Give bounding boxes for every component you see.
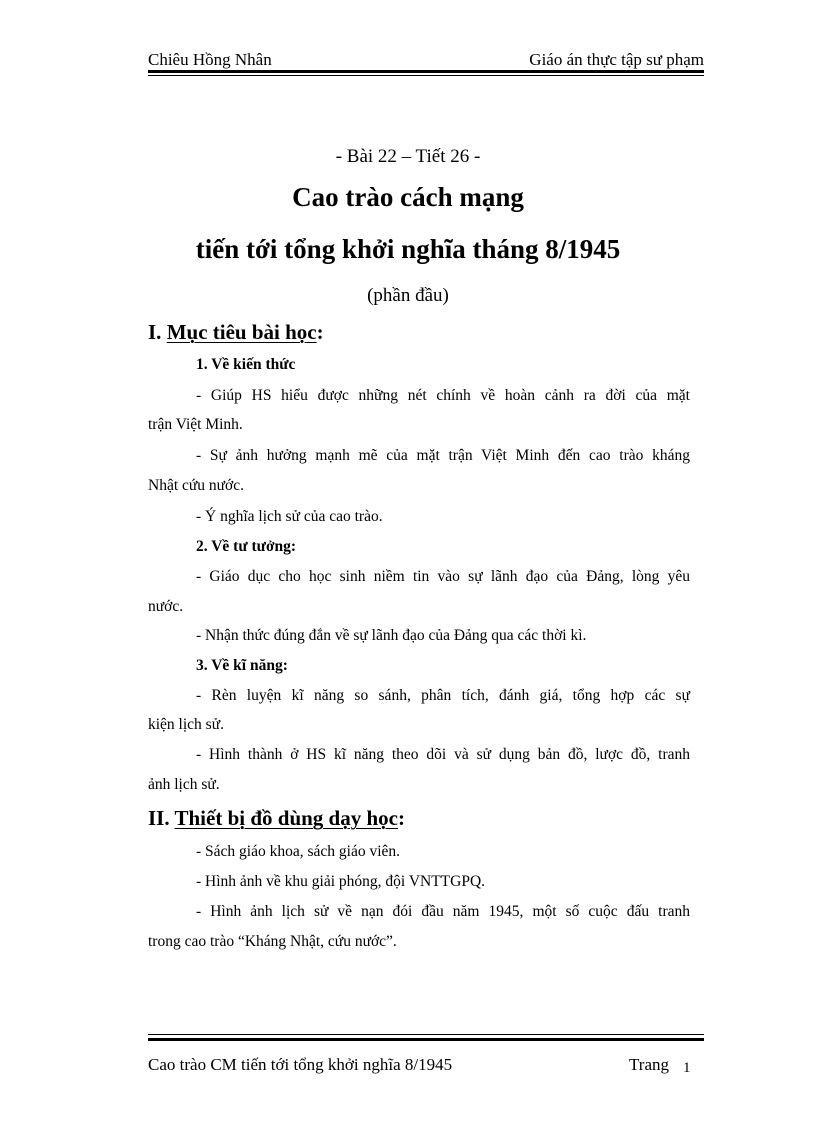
sub1-p2-line1: - Sự ảnh hưởng mạnh mẽ của mặt trận Việt Minh đến cao trào kháng (196, 447, 690, 464)
lesson-title-line2: tiến tới tổng khởi nghĩa tháng 8/1945 (195, 234, 621, 264)
header-doc-type: Giáo án thực tập sư phạm (529, 50, 704, 69)
section2-heading (148, 806, 405, 831)
footer-rule-thin (148, 1034, 704, 1035)
lesson-number: - Bài 22 – Tiết 26 - (335, 146, 481, 167)
sub3-p2-line2: ảnh lịch sử. (148, 776, 220, 793)
sub2-p1-line1: - Giáo dục cho học sinh niềm tin vào sự lãnh đạo của Đảng, lòng yêu (196, 568, 690, 585)
section2-p2: - Hình ảnh về khu giải phóng, đội VNTTGPQ. (196, 873, 486, 890)
header-author: Chiêu Hồng Nhân (148, 50, 272, 69)
sub3-p1-line1: - Rèn luyện kĩ năng so sánh, phân tích, đánh giá, tổng hợp các sự (196, 687, 690, 704)
lesson-title-line1: Cao trào cách mạng (292, 182, 524, 212)
sub3-p1-line2: kiện lịch sử. (148, 716, 224, 733)
section2-title: Thiết bị đồ dùng dạy học (174, 806, 398, 830)
section2-colon: : (397, 806, 405, 830)
footer-page-label: Trang (629, 1055, 669, 1074)
lesson-part: (phần đầu) (367, 285, 449, 306)
section2-p3-line2: trong cao trào “Kháng Nhật, cứu nước”. (148, 933, 397, 950)
section1-prefix: I. (148, 320, 162, 344)
section1-title: Mục tiêu bài học (166, 320, 317, 344)
sub1-p3: - Ý nghĩa lịch sử của cao trào. (196, 508, 383, 525)
sub1-p2-line2: Nhật cứu nước. (148, 477, 245, 494)
footer-rule-thick (148, 1038, 704, 1041)
section2-p3-line1: - Hình ảnh lịch sử về nạn đói đầu năm 1945, một số cuộc đấu tranh (196, 903, 690, 920)
sub3-title: 3. Về kĩ năng: (196, 657, 288, 674)
header-rule-thick (148, 70, 704, 73)
section1-colon: : (316, 320, 324, 344)
sub1-title: 1. Về kiến thức (196, 356, 296, 373)
footer-page-number: 1 (683, 1060, 691, 1076)
footer-title: Cao trào CM tiến tới tổng khởi nghĩa 8/1945 (148, 1055, 453, 1074)
section2-prefix: II. (148, 806, 170, 830)
sub1-p1-line2: trận Việt Minh. (148, 416, 243, 433)
sub2-title: 2. Về tư tưởng: (196, 538, 297, 555)
section1-heading (148, 320, 324, 345)
header-rule-thin (148, 75, 704, 76)
sub3-p2-line1: - Hình thành ở HS kĩ năng theo dõi và sử dụng bản đồ, lược đồ, tranh (196, 746, 690, 763)
sub2-p1-line2: nước. (148, 598, 184, 615)
sub2-p2: - Nhận thức đúng đắn về sự lãnh đạo của Đảng qua các thời kì. (196, 627, 587, 644)
section2-p1: - Sách giáo khoa, sách giáo viên. (196, 843, 401, 860)
sub1-p1-line1: - Giúp HS hiểu được những nét chính về hoàn cảnh ra đời của mặt (196, 387, 690, 404)
